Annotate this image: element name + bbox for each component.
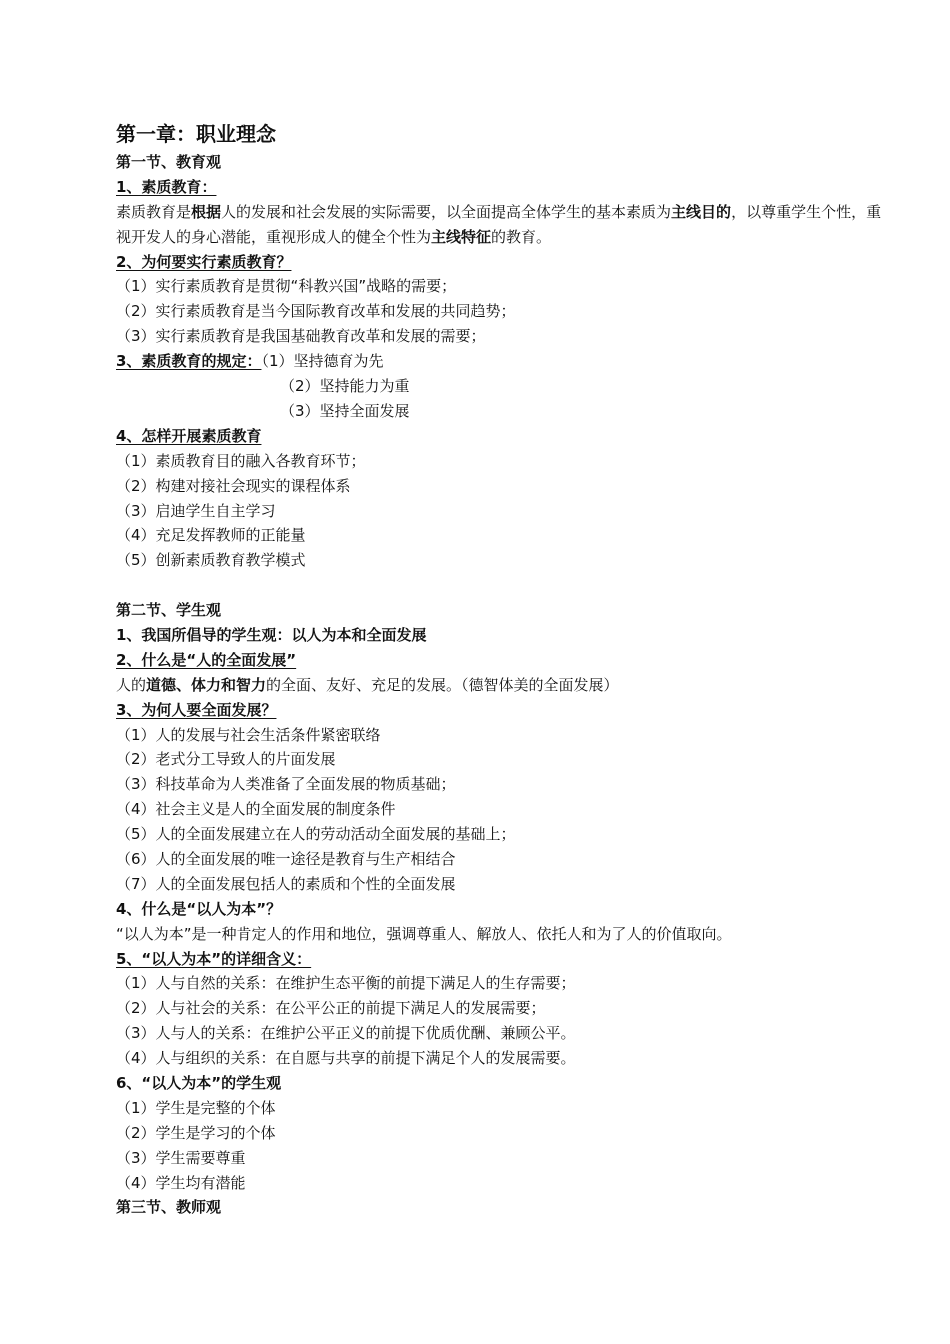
- list-item: （2）实行素质教育是当今国际教育改革和发展的共同趋势；: [116, 302, 516, 321]
- list-item: （5）人的全面发展建立在人的劳动活动全面发展的基础上；: [116, 825, 516, 844]
- list-item: （5）创新素质教育教学模式: [116, 551, 306, 570]
- list-item: （3）人与人的关系：在维护公平正义的前提下优质优酬、兼顾公平。: [116, 1024, 576, 1043]
- list-item: （1）人的发展与社会生活条件紧密联络: [116, 725, 381, 744]
- list-item: （2）学生是学习的个体: [116, 1123, 276, 1142]
- section-title: 第二节、学生观: [116, 601, 222, 620]
- paragraph: “以人为本”是一种肯定人的作用和地位，强调尊重人、解放人、依托人和为了人的价值取向。: [116, 924, 732, 943]
- heading: 2、什么是“人的全面发展”: [116, 650, 297, 669]
- list-item: （4）社会主义是人的全面发展的制度条件: [116, 800, 396, 819]
- list-item: （1）学生是完整的个体: [116, 1098, 276, 1117]
- list-item: （3）科技革命为人类准备了全面发展的物质基础；: [116, 775, 456, 794]
- heading: 1、素质教育：: [116, 177, 217, 196]
- heading: 4、什么是“以人为本”？: [116, 899, 282, 918]
- chapter-title: 第一章：职业理念: [116, 122, 276, 146]
- spacer: [116, 573, 886, 598]
- heading: 4、怎样开展素质教育: [116, 426, 262, 445]
- heading: 3、为何人要全面发展？: [116, 700, 277, 719]
- list-item: （2）构建对接社会现实的课程体系: [116, 476, 351, 495]
- list-item: （4）人与组织的关系：在自愿与共享的前提下满足个人的发展需要。: [116, 1049, 576, 1068]
- list-item: （4）充足发挥教师的正能量: [116, 526, 306, 545]
- heading: 2、为何要实行素质教育？: [116, 252, 292, 271]
- list-item: （2）坚持能力为重: [280, 377, 410, 396]
- paragraph: 人的道德、体力和智力的全面、友好、充足的发展。（德智体美的全面发展）: [116, 675, 619, 694]
- list-item: （1）人与自然的关系：在维护生态平衡的前提下满足人的生存需要；: [116, 974, 576, 993]
- list-item: （2）老式分工导致人的片面发展: [116, 750, 336, 769]
- list-item: （4）学生均有潜能: [116, 1173, 246, 1192]
- document-page: [116, 118, 886, 1220]
- heading: 3、素质教育的规定：: [116, 352, 262, 371]
- section-title: 第三节、教师观: [116, 1198, 222, 1217]
- list-item: （3）启迪学生自主学习: [116, 501, 276, 520]
- list-item: （6）人的全面发展的唯一途径是教育与生产相结合: [116, 849, 456, 868]
- list-item: （1）坚持德育为先: [261, 352, 384, 371]
- list-item: （3）坚持全面发展: [280, 401, 410, 420]
- list-item: （1）实行素质教育是贯彻“科教兴国”战略的需要；: [116, 277, 457, 296]
- list-item: （2）人与社会的关系：在公平公正的前提下满足人的发展需要；: [116, 999, 546, 1018]
- list-item: （3）实行素质教育是我国基础教育改革和发展的需要；: [116, 327, 486, 346]
- heading: 5、“以人为本”的详细含义：: [116, 949, 312, 968]
- list-item: （3）学生需要尊重: [116, 1148, 246, 1167]
- list-item: （7）人的全面发展包括人的素质和个性的全面发展: [116, 874, 456, 893]
- section-title: 第一节、教育观: [116, 153, 222, 171]
- heading: 1、我国所倡导的学生观：以人为本和全面发展: [116, 625, 427, 644]
- list-item: （1）素质教育目的融入各教育环节；: [116, 451, 366, 470]
- heading: 6、“以人为本”的学生观: [116, 1073, 282, 1092]
- paragraph: 素质教育是根据人的发展和社会发展的实际需要，以全面提高全体学生的基本素质为主线目的，以尊重学生个性，重视开发人的身心潜能，重视形成人的健全个性为主线特征的教育。: [116, 202, 882, 246]
